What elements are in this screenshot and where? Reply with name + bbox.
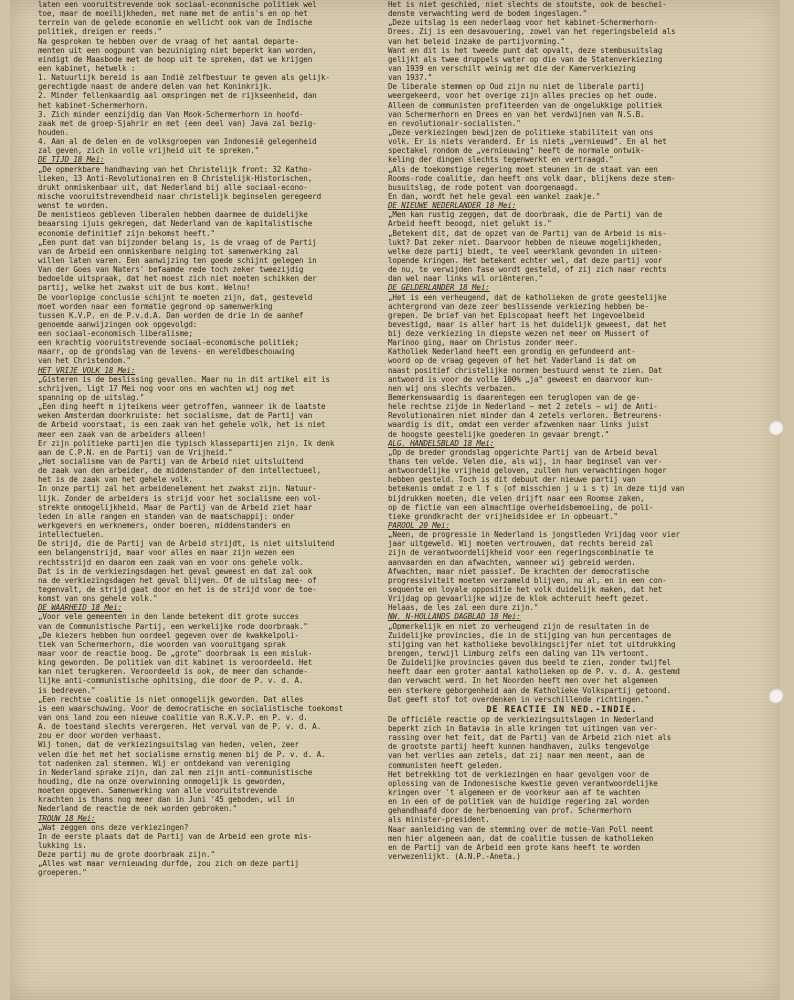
text-line: dan verwacht werd. In het Noorden heeft men over het algemeen	[388, 676, 658, 686]
newspaper-source-heading: ALG. HANDELSBLAD 18 Mei:	[388, 438, 495, 448]
text-line: tiek van Schermerhorn, die woorden van vooruitgang sprak	[38, 639, 286, 649]
text-line: kan niet terugkeren. Veroordeeld is ook, de meer dan schande-	[38, 667, 308, 677]
text-line: 3. Zich minder eenzijdig dan Van Mook-Schermerhorn in hoofd-	[38, 109, 304, 119]
text-line: kringen over 't algemeen er de voorkeur aan af te wachten	[388, 787, 641, 797]
text-line: als minister-president.	[388, 815, 490, 825]
text-line: rechtsstrijd en daarom een zaak van en voor ons gehele volk.	[38, 557, 304, 567]
text-line: „Deze verkiezingen bewijzen de politieke stabiliteit van ons	[388, 127, 654, 137]
newspaper-source-heading: DE WAARHEID 18 Mei:	[38, 603, 123, 613]
text-line: van 1937."	[388, 73, 433, 83]
text-line: meer een zaak van de arbeiders alleen!	[38, 429, 207, 439]
text-line: een sociaal-economisch liberalisme;	[38, 329, 193, 339]
article-block	[38, 0, 386, 155]
text-line: werkgevers en werknemers, onder boeren, middenstanders en	[38, 521, 291, 531]
text-line: Vrijdag op gevaarlijke wijze de klok achteruit heeft gezet.	[388, 594, 649, 604]
text-line: woord op de vraag gegeven of het het Vaderland is dat om	[388, 356, 636, 366]
text-line: beperkt zich in Batavia in alle kringen tot uitingen van ver-	[388, 723, 658, 733]
text-line: lijke anti-communistische ophitsing, die door de P. v. d. A.	[38, 676, 304, 686]
text-line: „Een ding heeft m ijteikens weer getroffen, wanneer ik de laatste	[38, 402, 326, 412]
text-line: de hoogste geestelijke goederen in gevaar brengt."	[388, 429, 610, 439]
text-line: Van der Goes van Naters' befaamde rede toch zeker tweezijdig	[38, 265, 304, 275]
text-line: schrijven, ligt 17 Mei nog voor ons en wachten wij nog met	[38, 383, 295, 393]
text-line: een belangenstrijd, maar voor alles en maar zijn wezen een	[38, 548, 295, 558]
text-line: Bemerkenswaardig is daarentegen een teruglopen van de ge-	[388, 393, 641, 403]
section-heading: DE REACTIE IN NED.-INDIE.	[486, 703, 638, 714]
text-line: 1. Natuurlijk bereid is aan Indië zelfbestuur te geven als gelijk-	[38, 73, 330, 83]
text-line: moeten opgeven. Samenwerking van alle vooruitstrevende	[38, 786, 277, 796]
punch-hole-top	[768, 420, 783, 435]
text-line: verwezenlijkt. (A.N.P.-Aneta.)	[388, 851, 521, 861]
text-line: en in een of de politiek van de huidige regering zal worden	[388, 797, 649, 807]
text-line: hebben gesteld. Toch is dit debuut der nieuwe partij van	[388, 475, 636, 485]
text-line: van de Arbeid een onmiskenbare neiging tot samenwerking zal	[38, 246, 299, 256]
text-line: „Als de toekomstige regering moet steunen in de staat van een	[388, 164, 658, 174]
text-line: maarr, op de grondslag van de levens- en wereldbeschouwing	[38, 347, 295, 357]
text-line: De menistieos gebleven liberalen hebben daarmee de duidelijke	[38, 210, 308, 220]
text-line: zou er door worden verhaast.	[38, 731, 162, 741]
article-block	[388, 715, 736, 861]
text-line: een sterkere geborgenheid aan de Katholieke Volkspartij getoond.	[388, 685, 671, 695]
text-line: waardig is dit, omdat een verder afzwenken naar links juist	[388, 420, 649, 430]
article-block	[38, 603, 386, 813]
text-line: aanvaarden en dan afwachten, wanneer wij gebreid werden.	[388, 557, 636, 567]
text-line: Rooms-rode coalitie, dan heeft ons volk daar, blijkens deze stem-	[388, 173, 676, 183]
text-line: eindigt de Maasbode met de hoop uit te spreken, dat we krijgen	[38, 54, 313, 64]
text-line: de nu, te verwijden fase wordt gesteld, of zij zich naar rechts	[388, 265, 667, 275]
text-line: „Voor vele gemeenten in den lande betekent dit grote succes	[38, 612, 299, 622]
text-line: 2. Minder fellenkaardig aal omspringen met de rijkseenheid, dan	[38, 91, 317, 101]
newspaper-source-heading: NW. N-HOLLANDS DAGBLAD 18 Mei:	[388, 612, 521, 622]
text-line: „Een rechtse coalitie is niet onmogelijk geworden. Dat alles	[38, 694, 304, 704]
article-block	[388, 439, 736, 521]
text-line: moet worden naar een formatie gegrond op samenwerking	[38, 301, 273, 311]
text-line: het is de zaak van het gehele volk.	[38, 475, 193, 485]
newspaper-source-heading: DE TIJD 18 Mei:	[38, 155, 105, 165]
article-block	[388, 201, 736, 283]
text-line: progressiviteit moeten verzameld blijven, nu al, en in een con-	[388, 575, 667, 585]
text-line: keling der dingen slechts tegenwerkt en vertraagd."	[388, 155, 614, 165]
text-line: houding, die na onze overwinning onmogelijk is geworden,	[38, 776, 286, 786]
text-line: achtergrond van deze zeer beslissende verkiezing hebben be-	[388, 301, 649, 311]
text-line: de Arbeid voorstaat, is een zaak van het gehele volk, het is niet	[38, 420, 326, 430]
text-line: De Zuidelijke provincies gaven dus beeld te zien, zonder twijfel	[388, 658, 671, 668]
text-line: van het Christendom."	[38, 356, 131, 366]
text-line: weergekeerd, voor het overige zijn alles precies op het oude.	[388, 91, 658, 101]
text-line: king geworden. De politiek van dit kabinet is veroordeeld. Het	[38, 658, 313, 668]
text-line: genoemde aanwijzingen ook opgevolgd:	[38, 319, 198, 329]
text-line: Naar aanleiding van de stemming over de motie-Van Poll neemt	[388, 824, 654, 834]
newspaper-page	[10, 0, 780, 1000]
text-line: Het betrekking tot de verkiezingen en haar gevolgen voor de	[388, 769, 649, 779]
text-line: hele rechtse zijde in Nederland — met 2 zetels — wij de Anti-	[388, 402, 658, 412]
text-line: mische vooruitstrevendheid naar christelijk beginselen geregeerd	[38, 191, 321, 201]
text-line: spanning op de uitslag."	[38, 393, 145, 403]
text-line: men hier algemeen aan, dat de coalitie tussen de katholieken	[388, 833, 654, 843]
text-line: tegenvalt, de strijd gaat door en het is de strijd voor de toe-	[38, 585, 317, 594]
text-line: een krachtig vooruitstrevende sociaal-economische politiek;	[38, 338, 299, 348]
text-line: Nederland de reactie de nek worden gebroken."	[38, 804, 237, 814]
text-line: houden.	[38, 127, 69, 137]
text-line: toe, maar de moeilijkheden, met name met de antis's en op het	[38, 9, 308, 19]
text-line: En dan, wordt het hele geval een wankel zaakje."	[388, 191, 601, 201]
text-line: stijging van het katholieke bevolkingscijfer niet tot uitdrukking	[388, 639, 676, 649]
text-line: het kabinet-Schermerhorn.	[38, 100, 149, 110]
text-line: naast positief christelijke normen bestuurd wenst te zien. Dat	[388, 365, 663, 375]
text-line: groeperen."	[38, 868, 87, 878]
text-line: busuitslag, de rode potent van doorgenaagd.	[388, 182, 579, 192]
right-column	[388, 0, 736, 1000]
newspaper-source-heading: DE GELDERLANDER 18 Mei:	[388, 283, 490, 293]
text-line: „Het socialisme van de Partij van de Arbeid niet uitsluitend	[38, 457, 304, 467]
text-line: willen laten varen. Een aanwijzing ten goede schijnt gelegen in	[38, 255, 317, 265]
text-line: bevestigd, maar is aller hart is het duidelijk geweest, dat het	[388, 319, 667, 329]
text-line: In de eerste plaats dat de Partij van de Arbeid een grote mis-	[38, 831, 313, 841]
text-line: en de Partij van de Arbeid een grote kans heeft te worden	[388, 842, 641, 852]
text-line: antwoordelijke vrijheid geloven, zullen hun verwachtingen hoger	[388, 466, 667, 476]
text-line: en revolutionair-socialisten."	[388, 118, 521, 128]
article-block	[38, 366, 386, 604]
text-line: in Nederland sprake zijn, dan zal men zijn anti-communistische	[38, 767, 313, 777]
text-line: „Deze uitslag is een nederlaag voor het kabinet-Schermerhorn-	[388, 18, 658, 28]
text-line: bedoelde uitspraak, dat het moest zich niet moeten schikken der	[38, 274, 317, 284]
text-line: tussen K.V.P. en de P.v.d.A. Dan worden de drie in de aanhef	[38, 310, 304, 320]
text-line: „Op de breder grondslag opgerichte Partij van de Arbeid beval	[388, 447, 658, 457]
text-line: strekte onmogelijkheid. Maar de Partij van de Arbeid ziet haar	[38, 502, 313, 512]
text-line: bijdrukken moeten, die velen drijft naar een Roomse zaken,	[388, 493, 645, 503]
text-line: economie definitief zijn bekomst heeft."	[38, 228, 215, 238]
text-line: gehandhaafd door de herbenoeming van prof. Schermerhorn	[388, 806, 632, 816]
text-line: gelijkt als twee druppels water op die van de Statenverkiezing	[388, 54, 663, 64]
text-line: rassing over het feit, dat de Partij van de Arbeid zich niet als	[388, 733, 671, 743]
text-line: heeft daar een groter aantal katholieken op de P. v. d. A. gestemd	[388, 667, 680, 677]
text-line: tot nadenken zal stemmen. Wij er ontdekand van vereniging	[38, 758, 291, 768]
text-line: komst van ons gehele volk."	[38, 594, 158, 604]
text-line: zijn de verantwoordelijkheid voor een regeringscombinatie te	[388, 548, 654, 558]
text-line: aan de C.P.N. en de Partij van de Vrijheid."	[38, 447, 233, 457]
text-line: jaar uitgeweld. Wij moeten vertrouwen, dat rechts bereid zal	[388, 539, 654, 549]
text-line: Dat is in de verkiezingsdagen het geval geweest en dat zal ook	[38, 566, 313, 576]
text-line: antwoord is voor de volle 100% „ja" geweest en daarvoor kun-	[388, 374, 654, 384]
text-line: dan wel naar links wil oriënteren."	[388, 274, 543, 284]
text-line: Het is niet geschied, niet slechts de stoutste, ook de beschei-	[388, 0, 667, 9]
text-line: is een waarschuwing. Voor de democratische en socialistische toekomst	[38, 703, 344, 713]
text-line: van 1939 en verschilt weinig met die der Kamerverkiezing	[388, 63, 636, 73]
text-line: lieken, 13 Anti-Revolutionairen en 8 Christelijk-Historischen,	[38, 173, 313, 183]
text-line: leden in alle rangen en standen van de maatschappij: onder	[38, 511, 295, 521]
text-line: De voorlopige conclusie schijnt te moeten zijn, dat, gesteveld	[38, 292, 313, 302]
text-line: politiek, dreigen er reeds."	[38, 27, 162, 37]
text-line: de grootste partij heeft kunnen handhaven, zulks tengevolge	[388, 742, 649, 752]
text-line: zal geven, zich in volle vrijheid uit te spreken."	[38, 146, 260, 156]
text-line: thans ten velde. Velen die, als wij, in haar beginsel van ver-	[388, 457, 663, 467]
text-line: communisten heeft geleden.	[388, 760, 503, 770]
text-line: „De opmerkbare handhaving van het Christelijk front: 32 Katho-	[38, 164, 313, 174]
text-line: gerechtigde naast de andere delen van het Koninkrijk.	[38, 82, 273, 92]
punch-hole-bottom	[768, 688, 783, 703]
text-line: In onze partij zal het arbeidenelement het zwakst zijn. Natuur-	[38, 484, 317, 494]
article-block	[388, 283, 736, 438]
text-line: „De kiezers hebben hun oordeel gegeven over de kwakkelpoli-	[38, 630, 299, 640]
text-line: Afwachten, maar niet passief. De krachten der democratische	[388, 566, 649, 576]
text-line: Arbeid heeft beoogd, niet gelukt is."	[388, 219, 552, 229]
text-line: Er zijn politieke partijen die typisch klassepartijen zijn. Ik denk	[38, 438, 335, 448]
text-line: velen die het met het socialisme ernstig menen bij de P. v. d. A.	[38, 749, 326, 759]
text-line: lopende kringen. Het betekent echter wel, dat deze partij voor	[388, 255, 663, 265]
text-line: Zuidelijke provincies, die in de stijging van hun percentages de	[388, 630, 671, 640]
text-line: van het verlies aan zetels, dat zij naar men meent, aan de	[388, 751, 645, 761]
text-line: „Alles wat maar vernieuwing durfde, zou zich om deze partij	[38, 859, 299, 869]
text-line: Alleen de communisten profiteerden van de ongelukkige politiek	[388, 100, 663, 110]
text-line: „Wat zeggen ons deze verkiezingen?	[38, 822, 189, 832]
text-line: Katholiek Nederland heeft een grondig en gefundeerd ant-	[388, 347, 636, 357]
text-line: volk. Er is niets veranderd. Er is niets „vernieuwd". En al het	[388, 137, 667, 147]
text-line: „Opmerkelijk en niet zo verheugend zijn de resultaten in de	[388, 621, 649, 631]
text-line: is bedreven."	[38, 685, 96, 695]
text-line: De liberale stemmen op Oud zijn nu niet de liberale partij	[388, 82, 645, 92]
text-line: Marinoo ging, maar om Christus zonder meer.	[388, 338, 579, 348]
text-line: welke deze partij biedt, te veel weerklank gevonden in uiteen-	[388, 246, 663, 256]
text-line: na de verkiezingsdagen het geval blijven. Of de uitslag mee- of	[38, 575, 317, 585]
text-line: op de fictie van een almachtige overheidsbemoeiing, de poli-	[388, 502, 654, 512]
text-line: Drees. Zij is een desavouering, zowel van het regeringsbeleid als	[388, 27, 676, 37]
newspaper-source-heading: DE NIEUWE NEDERLANDER 18 Mei:	[388, 201, 517, 211]
text-line: Helaas, de les zal een dure zijn."	[388, 603, 539, 613]
text-line: menten uit een oogpunt van bezuiniging niet beperkt kan worden,	[38, 45, 317, 55]
text-line: De officiële reactie op de verkiezingsuitslagen in Nederland	[388, 714, 654, 724]
text-line: bij deze verkiezing in diepste wezen net meer om Mussert of	[388, 329, 649, 339]
text-line: „Een punt dat van bijzonder belang is, is de vraag of de Partij	[38, 237, 317, 247]
article-block	[38, 155, 386, 365]
left-column	[38, 0, 386, 1000]
text-line: partij, welke het zwakst uit de bus komt. Welnu!	[38, 283, 251, 293]
text-line: laten een vooruitstrevende ook sociaal-economische politiek wel	[38, 0, 317, 9]
text-line: denste verwachting werd de bodem ingeslagen."	[388, 9, 587, 19]
text-line: lijk. Zonder de arbeiders is strijd voor het socialisme een vol-	[38, 493, 321, 503]
text-line: Want en dit is het tweede punt dat opvalt, deze stembusuitslag	[388, 45, 663, 55]
text-line: tieke grondkracht der vrijheidsidee er in opbeuart."	[388, 511, 618, 521]
text-line: intellectuelen.	[38, 530, 105, 540]
text-line: een kabinet, hetwelk :	[38, 63, 136, 73]
text-line: van de Communistische Partij, een werkelijke rode doorbraak."	[38, 621, 308, 631]
text-line: 4. Aan al de delen en de volksgroepen van Indonesië gelegenheid	[38, 137, 317, 147]
newspaper-source-heading: TROUW 18 Mei:	[38, 813, 96, 823]
text-line: Na gesproken te hebben over de vraag of het aantal departe-	[38, 36, 299, 46]
text-line: betekenis omdat z e l f s (of misschien j u i s t) in deze tijd van	[388, 484, 685, 494]
text-line: van het beleid inzake de partijvorming."	[388, 36, 565, 46]
text-line: Wij tonen, dat de verkiezingsuitslag van heden, velen, zeer	[38, 740, 299, 750]
text-line: „Men kan rustig zeggen, dat de doorbraak, die de Partij van de	[388, 210, 663, 220]
text-line: terrein van de gelede economie en wellicht ook van de Indische	[38, 18, 313, 28]
article-block	[38, 814, 386, 878]
text-line: A. de toestand slechts verergeren. Het verval van de P. v. d. A.	[38, 722, 321, 732]
article-block	[388, 521, 736, 612]
text-line: drukt onmiskenbaar uit, dat Nederland bij alle sociaal-econo-	[38, 182, 308, 192]
text-line: brengen, terwijl Limburg zelfs een daling van 11% vertoont.	[388, 648, 649, 658]
text-line: Deze partij mu de grote doorbraak zijn."	[38, 850, 215, 860]
text-line: grepen. De brief van het Episcopaat heeft het ingevoelbeid	[388, 310, 645, 320]
text-line: Dat geeft stof tot overdenken in verschillende richtingen."	[388, 694, 649, 704]
text-line: „Het is een verheugend, dat de katholieken de grote geestelijke	[388, 292, 667, 302]
text-line: beaarsing ijuis gekregen, dat Nederland van de kapitalistische	[38, 219, 313, 229]
text-line: krachten is thans nog meer dan in Juni '45 geboden, wil in	[38, 795, 295, 805]
article-block	[388, 0, 736, 201]
text-line: weken Amsterdam doorkruiste: het socialisme, dat de Partij van	[38, 411, 313, 421]
text-line: spectakel rondom de „vernieuwing" heeft de normale ontwik-	[388, 146, 645, 156]
text-line: lukking is.	[38, 840, 87, 850]
text-line: „Betekent dit, dat de opzet van de Partij van de Arbeid is mis-	[388, 228, 667, 238]
newspaper-source-heading: HET VRIJE VOLK 18 Mei:	[38, 365, 136, 375]
text-line: zaak met de groep-Sjahrir en met (een deel van) Java zal bezig-	[38, 118, 317, 128]
text-line: Revolutionairen niet minder dan 4 zetels verloren. Betreurens-	[388, 411, 663, 421]
article-block	[388, 612, 736, 703]
text-line: van ons land zou een nieuwe coalitie van R.K.V.P. en P. v. d.	[38, 712, 308, 722]
newspaper-source-heading: PAROOL 20 Mei:	[388, 521, 450, 531]
text-line: „Neen, de progressie in Nederland is jongstleden Vrijdag voor vier	[388, 530, 680, 540]
text-line: De strijd, die de Partij van de Arbeid strijdt, is niet uitsluitend	[38, 539, 335, 549]
text-line: lukt? Dat zeker niet. Daarvoor hebben de nieuwe mogelijkheden,	[388, 237, 663, 247]
text-line: nen wij ons slechts verbazen.	[388, 383, 517, 393]
text-line: sequente en loyale oppositie het volk duidelijk maken, dat het	[388, 585, 663, 594]
text-line: de zaak van den arbeider, de middenstander of den intellectueel,	[38, 466, 321, 476]
text-line: maar voor de reactie boog. De „grote" doorbraak is een misluk-	[38, 648, 313, 658]
text-line: „Gisteren is de beslissing gevallen. Maar nu in dit artikel eit is	[38, 374, 330, 384]
text-line: van Schermerhorn en Drees en van het verdwijnen van N.S.B.	[388, 109, 645, 119]
text-line: oplossing van de Indonesische kwestie geven verantwoordelijke	[388, 778, 658, 788]
text-line: wenst te worden.	[38, 201, 109, 211]
